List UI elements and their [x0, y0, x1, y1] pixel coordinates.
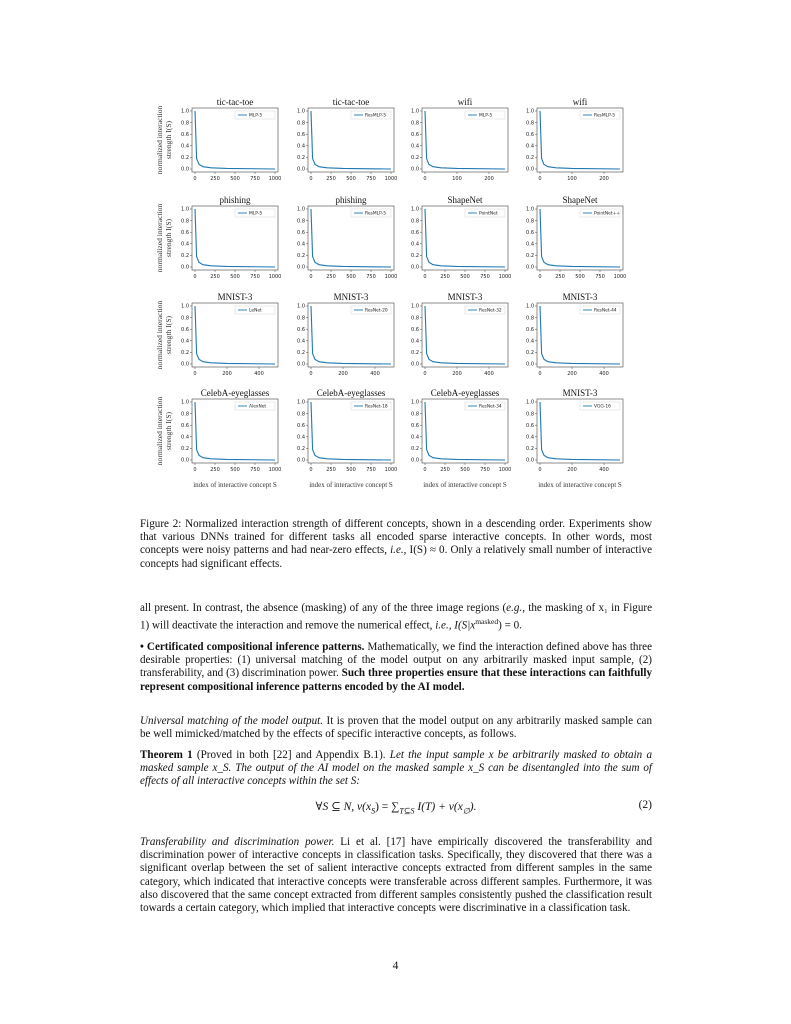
panel-title: phishing: [219, 195, 251, 205]
x-axis-label: index of interactive concept S: [309, 481, 393, 489]
panel-title: ShapeNet: [447, 195, 483, 205]
para3-heading: Universal matching of the model output.: [140, 715, 323, 727]
theorem-1: [140, 749, 652, 789]
x-tick-label: 750: [480, 467, 490, 473]
x-tick-label: 200: [222, 371, 232, 377]
bullet-heading: • Certificated compositional inference patterns.: [140, 641, 365, 653]
y-tick-label: 0.6: [411, 326, 419, 333]
panel-title: CelebA-eyeglasses: [430, 388, 500, 398]
y-tick-label: 1.0: [526, 206, 534, 213]
y-tick-label: 0.2: [526, 253, 534, 260]
x-tick-label: 0: [309, 274, 313, 280]
x-tick-label: 750: [595, 274, 605, 280]
y-tick-label: 0.4: [181, 434, 189, 441]
x-tick-label: 1000: [384, 467, 398, 473]
panel-title: MNIST-3: [217, 292, 253, 302]
series-line: [311, 402, 391, 460]
y-tick-label: 1.0: [526, 399, 534, 406]
y-tick-label: 0.2: [526, 155, 534, 162]
series-line: [540, 209, 620, 267]
series-line: [195, 209, 275, 267]
y-tick-label: 1.0: [181, 206, 189, 213]
y-tick-label: 0.8: [526, 218, 534, 225]
x-tick-label: 400: [370, 371, 380, 377]
panel-title: MNIST-3: [447, 292, 483, 302]
y-axis-label-line1: normalized interaction: [155, 396, 164, 466]
y-tick-label: 0.4: [181, 338, 189, 345]
y-axis-label-line1: normalized interaction: [155, 105, 164, 175]
x-tick-label: 1000: [268, 467, 282, 473]
y-tick-label: 0.8: [411, 315, 419, 322]
paragraph-masking: [140, 602, 652, 633]
legend-label: AlexNet: [249, 404, 267, 410]
para1-eg: e.g.: [506, 602, 523, 614]
theorem-statement: Let the input sample x be arbitrarily masked to obtain a masked sample x_S. The output of the AI model on the masked sample x_S can be disentangled into the sum of effects of all interactive concepts within the set S:: [140, 749, 652, 788]
x-tick-label: 200: [338, 371, 348, 377]
y-tick-label: 0.0: [411, 264, 419, 271]
y-axis-label-line2: strength I(S): [164, 411, 173, 451]
y-tick-label: 0.0: [181, 361, 189, 368]
x-tick-label: 750: [366, 274, 376, 280]
para1-ie: i.e.: [435, 619, 449, 632]
para4-text: Li et al. [17] have empirically discovered the transferability and discrimination power of interactive concepts in classification tasks. Specifically, they discovered that there was a significant overlap between the set of salient interactive concepts extracted from different samples in the same category, which indicated that interactive concepts were transferable across different samples. Furthermore, it was also discovered that the same concept extracted from different samples consistently pushed the classification result towards a certain category, which implied that interactive concepts were discriminative in a classification task.: [140, 836, 652, 915]
x-tick-label: 1000: [498, 467, 512, 473]
para2-text: Mathematically, we find the interaction defined above has three desirable properties: (1) universal matching of the model output on any arbitrarily masked input sample, (2) transferability, and (3) discrimination power.: [140, 641, 652, 680]
x-tick-label: 750: [366, 467, 376, 473]
para4-heading: Transferability and discrimination power.: [140, 836, 335, 848]
y-tick-label: 0.2: [411, 350, 419, 357]
x-tick-label: 0: [309, 467, 313, 473]
y-tick-label: 0.6: [297, 422, 305, 429]
y-tick-label: 0.6: [297, 326, 305, 333]
y-tick-label: 0.8: [297, 411, 305, 418]
panel-title: MNIST-3: [333, 292, 369, 302]
x-tick-label: 500: [230, 176, 240, 182]
y-tick-label: 0.8: [411, 411, 419, 418]
x-tick-label: 1000: [268, 176, 282, 182]
x-tick-label: 250: [326, 274, 336, 280]
caption-text: Normalized interaction strength of different concepts, shown in a descending order. Experiments show that various DNNs trained for different tasks all encoded sparse interactive concepts. In other words, most concepts were noisy patterns and had near-zero effects,: [140, 518, 652, 557]
eq-rhs: I(T) + v(x: [414, 801, 463, 813]
x-tick-label: 500: [346, 176, 356, 182]
para1-sup: masked: [475, 617, 499, 627]
legend-label: LeNet: [249, 308, 262, 314]
x-tick-label: 750: [366, 176, 376, 182]
series-line: [311, 111, 391, 169]
y-tick-label: 0.4: [297, 338, 305, 345]
figure-2-grid: [140, 94, 660, 504]
y-tick-label: 0.6: [297, 229, 305, 236]
y-tick-label: 0.2: [181, 253, 189, 260]
y-tick-label: 0.2: [526, 446, 534, 453]
x-tick-label: 0: [423, 371, 427, 377]
x-tick-label: 250: [326, 467, 336, 473]
x-tick-label: 400: [484, 371, 494, 377]
y-tick-label: 0.0: [411, 166, 419, 173]
y-tick-label: 1.0: [526, 303, 534, 310]
eq-lhs: ∀S ⊆ N, v(x: [315, 801, 372, 813]
y-tick-label: 0.4: [181, 143, 189, 150]
y-tick-label: 0.0: [297, 457, 305, 464]
caption-text-end: , I(S) ≈ 0. Only a relatively small number of interactive concepts had significant effects.: [140, 544, 652, 570]
legend-label: ResNet-32: [479, 308, 502, 314]
series-line: [425, 209, 505, 267]
y-tick-label: 1.0: [411, 206, 419, 213]
y-tick-label: 0.0: [411, 457, 419, 464]
y-tick-label: 0.0: [526, 166, 534, 173]
equation-2: [140, 799, 652, 817]
y-tick-label: 0.6: [526, 422, 534, 429]
x-tick-label: 200: [484, 176, 494, 182]
x-tick-label: 100: [567, 176, 577, 182]
y-tick-label: 0.2: [526, 350, 534, 357]
x-tick-label: 0: [423, 274, 427, 280]
series-line: [311, 306, 391, 364]
para2-bold: Such three properties ensure that these interactions can faithfully represent compositional inference patterns encoded by the AI model.: [140, 667, 652, 693]
x-tick-label: 250: [440, 467, 450, 473]
eq-sub-t: T⊆S: [399, 806, 415, 816]
series-line: [540, 306, 620, 364]
theorem-label: Theorem 1: [140, 749, 193, 761]
paragraph-certificated: [140, 641, 652, 694]
y-tick-label: 0.8: [411, 120, 419, 127]
y-tick-label: 0.8: [297, 120, 305, 127]
y-tick-label: 0.4: [526, 143, 534, 150]
y-tick-label: 0.0: [181, 166, 189, 173]
y-tick-label: 0.6: [181, 326, 189, 333]
y-tick-label: 0.6: [411, 131, 419, 138]
y-tick-label: 0.2: [411, 155, 419, 162]
legend-label: MLP-5: [479, 113, 493, 119]
y-axis-label-line2: strength I(S): [164, 218, 173, 258]
x-tick-label: 1000: [268, 274, 282, 280]
y-tick-label: 0.8: [411, 218, 419, 225]
y-tick-label: 0.0: [526, 361, 534, 368]
x-tick-label: 0: [193, 176, 197, 182]
y-tick-label: 0.8: [181, 315, 189, 322]
eq-sub-s: S: [371, 806, 376, 816]
y-tick-label: 0.6: [526, 326, 534, 333]
y-tick-label: 1.0: [526, 108, 534, 115]
y-tick-label: 0.8: [297, 218, 305, 225]
panel-title: MNIST-3: [562, 292, 598, 302]
y-axis-label-line2: strength I(S): [164, 315, 173, 355]
y-tick-label: 0.8: [526, 315, 534, 322]
x-tick-label: 200: [567, 467, 577, 473]
para1-text-b: , the masking of x₁ in Figure 1) will deactivate the interaction and remove the numerical effect,: [140, 602, 653, 632]
figure-caption: [140, 518, 652, 571]
y-tick-label: 0.2: [181, 350, 189, 357]
x-tick-label: 750: [250, 274, 260, 280]
legend-label: MLP-5: [249, 211, 263, 217]
panel-title: wifi: [457, 97, 473, 107]
y-tick-label: 0.4: [411, 241, 419, 248]
panel-title: ShapeNet: [562, 195, 598, 205]
caption-ie: i.e.: [390, 544, 404, 557]
legend-label: ResNet-44: [594, 308, 617, 314]
para1-formula: , I(S|x: [448, 619, 476, 632]
eq-sub-empty: ∅: [462, 806, 470, 816]
y-tick-label: 0.2: [181, 446, 189, 453]
x-tick-label: 500: [460, 467, 470, 473]
panel-title: phishing: [335, 195, 367, 205]
x-tick-label: 400: [599, 467, 609, 473]
x-tick-label: 400: [599, 371, 609, 377]
legend-label: VGG-16: [594, 404, 611, 410]
x-tick-label: 0: [538, 176, 542, 182]
y-tick-label: 0.4: [297, 143, 305, 150]
y-tick-label: 1.0: [411, 108, 419, 115]
legend-label: ResNet-20: [365, 308, 388, 314]
x-tick-label: 250: [210, 176, 220, 182]
panel-title: MNIST-3: [562, 388, 598, 398]
y-tick-label: 0.4: [526, 434, 534, 441]
x-tick-label: 500: [346, 467, 356, 473]
y-tick-label: 1.0: [297, 399, 305, 406]
y-tick-label: 1.0: [297, 303, 305, 310]
y-tick-label: 0.8: [297, 315, 305, 322]
series-line: [195, 402, 275, 460]
y-tick-label: 0.0: [297, 361, 305, 368]
x-tick-label: 1000: [498, 274, 512, 280]
y-tick-label: 0.2: [297, 446, 305, 453]
y-tick-label: 0.8: [181, 411, 189, 418]
y-tick-label: 0.0: [181, 457, 189, 464]
x-tick-label: 100: [452, 176, 462, 182]
y-tick-label: 0.6: [297, 131, 305, 138]
x-tick-label: 0: [193, 274, 197, 280]
legend-label: ResNet-18: [365, 404, 388, 410]
legend-label: ResMLP-5: [365, 113, 387, 119]
x-tick-label: 0: [193, 371, 197, 377]
x-tick-label: 400: [254, 371, 264, 377]
series-line: [311, 209, 391, 267]
x-tick-label: 200: [567, 371, 577, 377]
series-line: [540, 402, 620, 460]
y-tick-label: 0.4: [411, 434, 419, 441]
x-tick-label: 250: [440, 274, 450, 280]
y-tick-label: 0.0: [526, 457, 534, 464]
y-tick-label: 0.8: [181, 218, 189, 225]
panel-title: tic-tac-toe: [216, 97, 254, 107]
panel-title: tic-tac-toe: [332, 97, 370, 107]
panel-title: wifi: [572, 97, 588, 107]
y-tick-label: 0.4: [297, 434, 305, 441]
y-tick-label: 0.6: [411, 229, 419, 236]
x-tick-label: 0: [538, 274, 542, 280]
x-axis-label: index of interactive concept S: [423, 481, 507, 489]
x-tick-label: 200: [452, 371, 462, 377]
y-tick-label: 0.0: [181, 264, 189, 271]
legend-label: ResNet-34: [479, 404, 502, 410]
x-tick-label: 200: [599, 176, 609, 182]
y-axis-label-line1: normalized interaction: [155, 300, 164, 370]
y-tick-label: 0.2: [297, 350, 305, 357]
theorem-ref: (Proved in both [22] and Appendix B.1).: [192, 749, 390, 761]
para1-text-a: all present. In contrast, the absence (masking) of any of the three image regions (: [140, 602, 507, 614]
y-tick-label: 0.2: [297, 253, 305, 260]
x-tick-label: 0: [423, 467, 427, 473]
series-line: [425, 306, 505, 364]
x-tick-label: 500: [460, 274, 470, 280]
y-tick-label: 0.2: [181, 155, 189, 162]
y-tick-label: 0.8: [526, 120, 534, 127]
x-tick-label: 750: [250, 467, 260, 473]
y-axis-label-line1: normalized interaction: [155, 203, 164, 273]
x-tick-label: 250: [555, 274, 565, 280]
x-tick-label: 500: [230, 274, 240, 280]
y-tick-label: 0.0: [297, 264, 305, 271]
y-tick-label: 0.2: [297, 155, 305, 162]
y-tick-label: 1.0: [297, 108, 305, 115]
x-tick-label: 0: [423, 176, 427, 182]
legend-label: PointNet++: [594, 211, 620, 217]
legend-label: MLP-5: [249, 113, 263, 119]
y-tick-label: 0.6: [181, 422, 189, 429]
y-tick-label: 0.4: [526, 241, 534, 248]
legend-label: PointNet: [479, 211, 498, 217]
legend-label: ResMLP-5: [365, 211, 387, 217]
x-tick-label: 750: [480, 274, 490, 280]
x-tick-label: 500: [346, 274, 356, 280]
panel-title: CelebA-eyeglasses: [200, 388, 270, 398]
y-tick-label: 0.0: [297, 166, 305, 173]
x-axis-label: index of interactive concept S: [193, 481, 277, 489]
x-tick-label: 1000: [384, 274, 398, 280]
eq-sum: ) = ∑: [375, 801, 400, 813]
y-tick-label: 1.0: [297, 206, 305, 213]
y-tick-label: 1.0: [411, 399, 419, 406]
y-tick-label: 0.6: [526, 131, 534, 138]
y-tick-label: 1.0: [411, 303, 419, 310]
para1-text-d: ) = 0.: [498, 619, 522, 632]
x-tick-label: 250: [210, 467, 220, 473]
x-tick-label: 0: [538, 467, 542, 473]
x-tick-label: 750: [250, 176, 260, 182]
paragraph-universal-matching: [140, 715, 652, 741]
y-tick-label: 0.0: [411, 361, 419, 368]
y-tick-label: 0.4: [181, 241, 189, 248]
x-tick-label: 0: [309, 176, 313, 182]
series-line: [425, 111, 505, 169]
y-tick-label: 1.0: [181, 108, 189, 115]
y-tick-label: 0.6: [411, 422, 419, 429]
series-line: [540, 111, 620, 169]
x-tick-label: 0: [309, 371, 313, 377]
x-tick-label: 0: [193, 467, 197, 473]
x-tick-label: 1000: [613, 274, 627, 280]
series-line: [425, 402, 505, 460]
x-tick-label: 250: [210, 274, 220, 280]
para3-text: It is proven that the model output on any arbitrarily masked sample can be well mimicked/matched by the effects of specific interactive concepts, as follows.: [140, 715, 653, 741]
series-line: [195, 111, 275, 169]
x-tick-label: 1000: [384, 176, 398, 182]
eq-end: ).: [469, 801, 477, 813]
series-line: [195, 306, 275, 364]
panel-title: CelebA-eyeglasses: [316, 388, 386, 398]
x-tick-label: 250: [326, 176, 336, 182]
y-tick-label: 0.4: [526, 338, 534, 345]
y-tick-label: 0.0: [526, 264, 534, 271]
y-tick-label: 0.6: [181, 229, 189, 236]
y-tick-label: 0.8: [526, 411, 534, 418]
x-tick-label: 500: [575, 274, 585, 280]
y-tick-label: 0.4: [411, 143, 419, 150]
y-tick-label: 0.4: [411, 338, 419, 345]
legend-label: ResMLP-5: [594, 113, 616, 119]
y-tick-label: 1.0: [181, 303, 189, 310]
y-tick-label: 0.6: [181, 131, 189, 138]
caption-label: Figure 2:: [140, 518, 182, 530]
x-tick-label: 500: [230, 467, 240, 473]
y-axis-label-line2: strength I(S): [164, 120, 173, 160]
y-tick-label: 0.2: [411, 446, 419, 453]
y-tick-label: 0.6: [526, 229, 534, 236]
y-tick-label: 0.4: [297, 241, 305, 248]
y-tick-label: 0.2: [411, 253, 419, 260]
page-number: 4: [392, 960, 399, 972]
x-axis-label: index of interactive concept S: [538, 481, 622, 489]
equation-number: (2): [638, 799, 652, 811]
y-tick-label: 0.8: [181, 120, 189, 127]
x-tick-label: 0: [538, 371, 542, 377]
y-tick-label: 1.0: [181, 399, 189, 406]
paragraph-transferability: [140, 836, 652, 915]
